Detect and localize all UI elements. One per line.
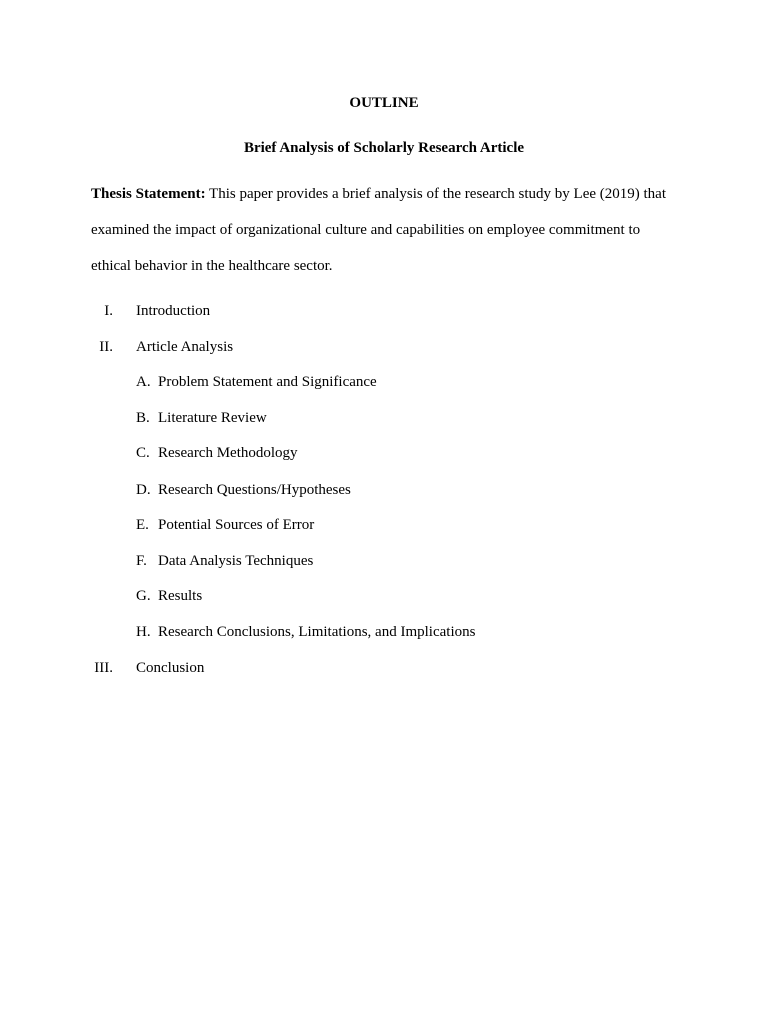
- section-marker: II.: [99, 339, 113, 355]
- thesis-text: This paper provides a brief analysis of the research study by Lee (2019) that examined the impact of organizational culture and capabilities on employee commitment to ethical behavior in the healthcare sector.: [91, 186, 666, 274]
- outline-subsection-f: [136, 551, 696, 571]
- subsection-marker: B.: [136, 410, 150, 426]
- section-marker: I.: [104, 303, 113, 319]
- section-label: Introduction: [136, 303, 211, 319]
- section-label: Conclusion: [136, 660, 205, 676]
- subsection-marker: H.: [136, 624, 151, 640]
- outline-subsection-e: [136, 515, 696, 535]
- outline-subsection-g: [136, 586, 696, 606]
- thesis-paragraph: [91, 176, 681, 284]
- outline-section-introduction: [73, 301, 473, 321]
- outline-subsection-c: [136, 443, 696, 463]
- subsection-label: Data Analysis Techniques: [158, 553, 314, 569]
- outline-subsection-d: [136, 480, 696, 500]
- outline-section-conclusion: [73, 658, 473, 678]
- outline-subsection-b: [136, 408, 696, 428]
- outline-subsection-h: [136, 622, 696, 642]
- subsection-label: Research Methodology: [158, 445, 298, 461]
- subsection-label: Literature Review: [158, 410, 267, 426]
- subsection-marker: D.: [136, 482, 151, 498]
- subsection-label: Research Conclusions, Limitations, and Implications: [158, 624, 476, 640]
- subsection-marker: C.: [136, 445, 150, 461]
- outline-subsection-a: [136, 372, 696, 392]
- thesis-label: Thesis Statement:: [91, 186, 206, 202]
- section-label: Article Analysis: [136, 339, 234, 355]
- section-marker: III.: [94, 660, 113, 676]
- subsection-marker: F.: [136, 553, 147, 569]
- subsection-marker: A.: [136, 374, 151, 390]
- subsection-label: Potential Sources of Error: [158, 517, 315, 533]
- subsection-label: Results: [158, 588, 203, 604]
- subsection-label: Problem Statement and Significance: [158, 374, 377, 390]
- subsection-marker: G.: [136, 588, 151, 604]
- document-subtitle: Brief Analysis of Scholarly Research Article: [243, 140, 525, 156]
- subsection-marker: E.: [136, 517, 149, 533]
- document-title: OUTLINE: [349, 95, 419, 111]
- subsection-label: Research Questions/Hypotheses: [158, 482, 351, 498]
- outline-section-article-analysis: [73, 337, 473, 357]
